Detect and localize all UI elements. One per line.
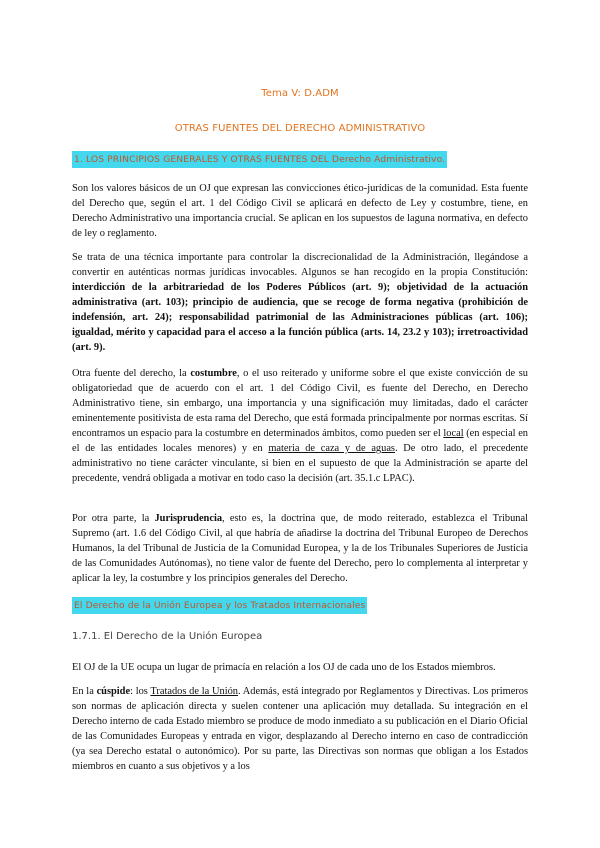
paragraph-text: Otra fuente del derecho, la <box>72 368 191 379</box>
paragraph-custom <box>72 366 528 486</box>
section-heading-principles: 1. LOS PRINCIPIOS GENERALES Y OTRAS FUENTES DEL Derecho Administrativo. <box>72 151 447 168</box>
paragraph-text: , esto es, la doctrina que, de modo reiterado, establezca el Tribunal Supremo (art. 1.6 del Código Civil, al que habría de añadirse la doctrina del Tribunal Europeo de Derechos Humanos, la del Tribunal de Justicia de la Comunidad Europea, y la de los Tribunales Superiores de Justicia de las Comunidades Autónomas), no tiene valor de fuente del Derecho, pero lo complementa al interpretar y aplicar la ley, la costumbre y los principios generales del Derecho. <box>72 513 528 584</box>
term-tratados: Tratados de la Unión <box>150 686 238 697</box>
term-caza-aguas: materia de caza y de aguas <box>268 443 395 454</box>
paragraph-text: : los <box>130 686 151 697</box>
subsection-heading-eu-law: 1.7.1. El Derecho de la Unión Europea <box>72 631 263 642</box>
term-costumbre: costumbre <box>190 368 237 379</box>
paragraph-text: (en especial en el de las entidades locales menores) y en <box>72 428 528 454</box>
paragraph-text: , o el uso reiterado y uniforme sobre el que existe convicción de su obligatoriedad que de acuerdo con el art. 1 del Código Civil, es fuente del Derecho, en Derecho Administrativo tiene, sin embargo, una importancia y una significación muy limitadas, dado el carácter eminentemente positivista de esta rama del Derecho, que está formada principalmente por normas escritas. Sí encontramos un espacio para la costumbre en determinados ámbitos, como pueden ser el <box>72 368 529 439</box>
term-cuspide: cúspide <box>96 686 131 697</box>
topic-title: Tema V: D.ADM <box>261 88 339 99</box>
paragraph-text: Se trata de una técnica importante para controlar la discrecionalidad de la Administración, llegándose a convertir en auténticas normas jurídicas invocables. Algunos se han recogido en la propia Constitución: <box>72 252 528 278</box>
term-jurisprudencia: Jurisprudencia <box>154 513 223 524</box>
term-local: local <box>443 428 464 439</box>
paragraph-text: En la <box>72 686 97 697</box>
paragraph-text: Por otra parte, la <box>72 513 155 524</box>
paragraph-principles-constitution <box>72 250 528 355</box>
paragraph-principles-definition: Son los valores básicos de un OJ que expresan las convicciones ético-jurídicas de la comunidad. Esta fuente del Derecho que, según el art. 1 del Código Civil se aplicará en defecto de Ley y costumbre, tiene, en Derecho Administrativo una importancia crucial. Se aplican en los supuestos de laguna normativa, en defecto de ley o reglamento. <box>72 183 528 239</box>
paragraph-jurisprudence <box>72 511 528 586</box>
paragraph-text: . De otro lado, el precedente administrativo no tiene carácter vinculante, si bien en el supuesto de que la Administración se aparte del precedente, vendrá obligada a motivar en todo caso la decisión (art. 35.1.c LPAC). <box>72 443 528 484</box>
paragraph-text: . Además, está integrado por Reglamentos y Directivas. Los primeros son normas de aplicación directa y suelen contener una aplicación muy detallada. Su integración en el Derecho interno de cada Estado miembro se produce de modo inmediato a su publicación en el Diario Oficial de las Comunidades Europeas y entrada en vigor, desplazando al Derecho interno en caso de contradicción (ya sea Derecho estatal o autonómico). Por su parte, las Directivas son normas que obligan a los Estados miembros en cuanto a sus objetivos y a los <box>72 686 529 772</box>
chapter-title: OTRAS FUENTES DEL DERECHO ADMINISTRATIVO <box>174 123 426 134</box>
paragraph-eu-primacy: El OJ de la UE ocupa un lugar de primacía en relación a los OJ de cada uno de los Estados miembros. <box>72 662 496 673</box>
paragraph-eu-treaties <box>72 684 528 774</box>
section-heading-eu-law: El Derecho de la Unión Europea y los Tratados Internacionales <box>72 597 367 614</box>
constitutional-principles-bold: interdicción de la arbitrariedad de los Poderes Públicos (art. 9); objetividad de la actuación administrativa (art. 103); principio de audiencia, que se recoge de forma negativa (prohibición de indefensión, art. 24); responsabilidad patrimonial de las Administraciones públicas (art. 106); igualdad, mérito y capacidad para el acceso a la función pública (arts. 14, 23.2 y 103); irretroactividad (art. 9). <box>72 282 528 353</box>
